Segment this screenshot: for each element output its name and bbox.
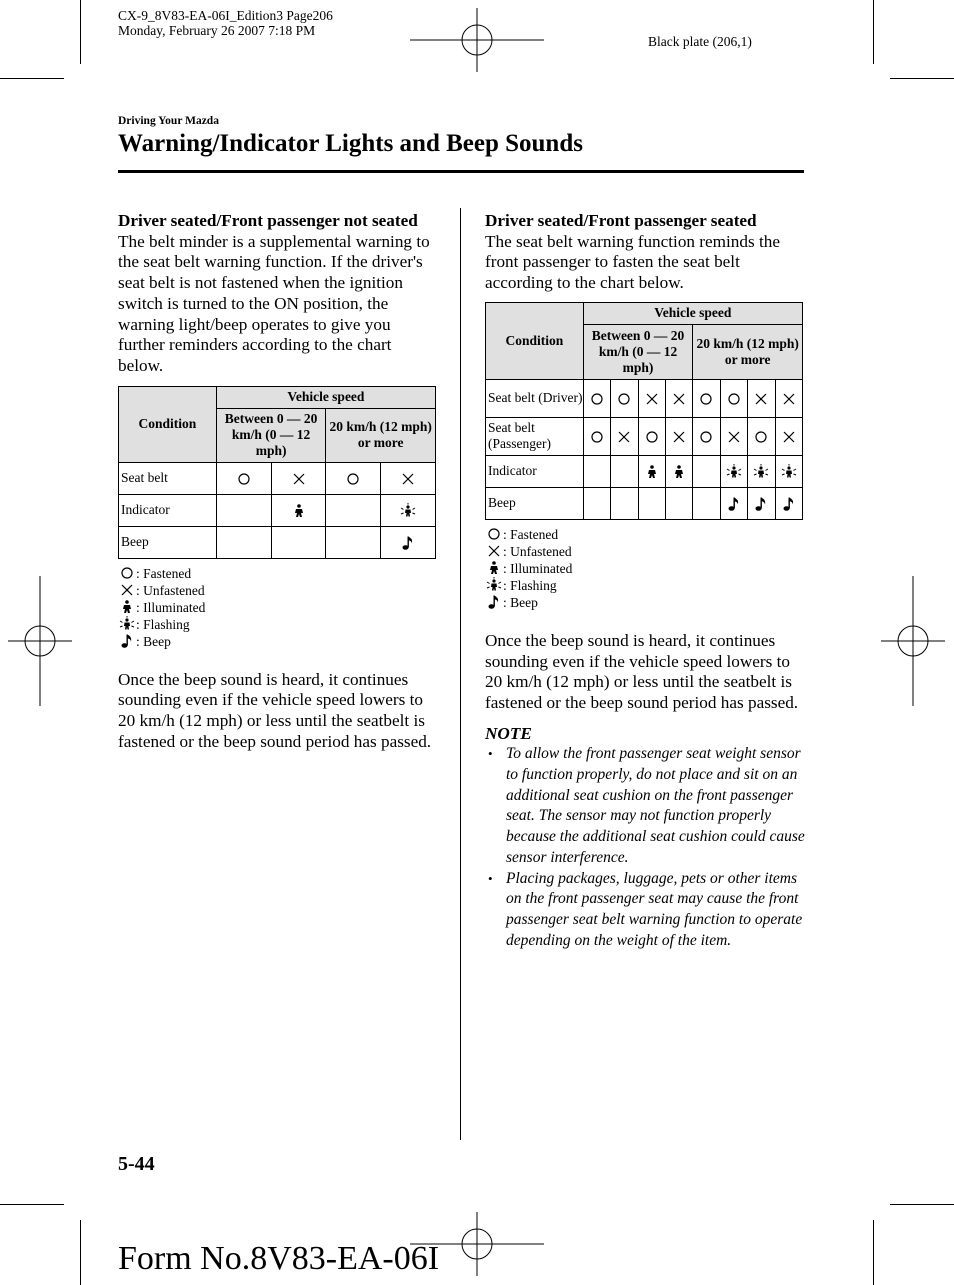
row-label: Indicator: [119, 494, 217, 526]
legend-item: [118, 582, 438, 599]
unfastened-icon: [617, 430, 631, 444]
right-column: [485, 211, 805, 951]
table-cell: [216, 494, 271, 526]
table-cell: [775, 487, 803, 519]
registration-mark-right: [881, 576, 945, 706]
unfastened-icon: [727, 430, 741, 444]
note-item: [485, 744, 805, 868]
fastened-icon: [754, 430, 768, 444]
illuminated-icon: [118, 599, 136, 615]
legend-item: [485, 577, 805, 594]
legend-text: : Illuminated: [136, 599, 206, 615]
table-cell: [381, 494, 436, 526]
fastened-icon: [727, 392, 741, 406]
table-cell: [720, 455, 747, 487]
legend-text: : Flashing: [136, 616, 190, 632]
table-row: [119, 494, 436, 526]
table-cell: [665, 379, 692, 417]
table-cell: [665, 455, 692, 487]
table-cell: [381, 526, 436, 558]
fastened-icon: [118, 565, 136, 581]
unfastened-icon: [485, 543, 503, 559]
table-cell: [693, 487, 720, 519]
right-table: [485, 302, 803, 520]
table-cell: [638, 455, 665, 487]
legend-text: : Fastened: [136, 565, 192, 581]
condition-header: Condition: [119, 386, 217, 462]
flashing-icon: [726, 464, 742, 480]
beep-icon: [485, 594, 503, 610]
left-column: [118, 211, 438, 752]
flashing-icon: [753, 464, 769, 480]
table-cell: [693, 379, 720, 417]
table-cell: [638, 417, 665, 455]
table-cell: [748, 487, 775, 519]
row-label: Seat belt (Driver): [486, 379, 584, 417]
illuminated-icon: [645, 464, 659, 480]
table-cell: [271, 494, 326, 526]
table-row: [119, 526, 436, 558]
form-number: Form No.8V83-EA-06I: [118, 1240, 440, 1277]
unfastened-icon: [118, 582, 136, 598]
right-legend: [485, 526, 805, 611]
legend-text: : Fastened: [503, 526, 559, 542]
beep-icon: [754, 496, 768, 512]
doc-info: [118, 8, 333, 38]
row-label: Beep: [486, 487, 584, 519]
illuminated-icon: [672, 464, 686, 480]
flashing-icon: [781, 464, 797, 480]
table-row: [486, 487, 803, 519]
legend-item: [485, 543, 805, 560]
fastened-icon: [617, 392, 631, 406]
beep-icon: [118, 633, 136, 649]
legend-item: [485, 526, 805, 543]
title-rule: [118, 170, 804, 173]
table-cell: [611, 487, 638, 519]
table-cell: [748, 379, 775, 417]
table-cell: [326, 526, 381, 558]
row-label: Seat belt: [119, 462, 217, 494]
vehicle-speed-header: Vehicle speed: [583, 302, 802, 324]
beep-icon: [782, 496, 796, 512]
fastened-icon: [699, 430, 713, 444]
legend-item: [118, 633, 438, 650]
table-cell: [665, 487, 692, 519]
table-row: [486, 417, 803, 455]
unfastened-icon: [672, 430, 686, 444]
table-row: [119, 462, 436, 494]
bullet-icon: •: [488, 746, 493, 762]
left-after-text: Once the beep sound is heard, it continues sounding even if the vehicle speed lowers to 20 km/h (12 mph) or less until the seatbelt is fastened or the beep sound period has passed.: [118, 669, 432, 751]
left-intro: The belt minder is a supplemental warning to the seat belt warning function. If the driver's seat belt is not fastened when the ignition switch is turned to the ON position, the warning light/beep operates to give you further reminders according to the chart below.: [118, 231, 430, 375]
table-cell: [611, 379, 638, 417]
table-cell: [693, 417, 720, 455]
table-cell: [583, 455, 610, 487]
table-cell: [271, 462, 326, 494]
registration-mark-top: [410, 8, 544, 72]
doc-info-line2: Monday, February 26 2007 7:18 PM: [118, 23, 316, 38]
condition-header: Condition: [486, 302, 584, 379]
table-cell: [216, 462, 271, 494]
table-cell: [775, 417, 803, 455]
illuminated-icon: [485, 560, 503, 576]
table-cell: [271, 526, 326, 558]
page-title: Warning/Indicator Lights and Beep Sounds: [118, 130, 583, 157]
section-label: Driving Your Mazda: [118, 115, 219, 127]
table-cell: [583, 379, 610, 417]
speed-high-header: 20 km/h (12 mph) or more: [326, 408, 436, 462]
flashing-icon: [400, 503, 416, 519]
row-label: Seat belt (Passenger): [486, 417, 584, 455]
table-cell: [638, 379, 665, 417]
unfastened-icon: [672, 392, 686, 406]
legend-item: [118, 616, 438, 633]
table-cell: [693, 455, 720, 487]
table-cell: [611, 417, 638, 455]
left-legend: [118, 565, 438, 650]
flashing-icon: [118, 616, 136, 632]
left-heading: Driver seated/Front passenger not seated: [118, 211, 418, 230]
legend-text: : Beep: [503, 594, 538, 610]
table-cell: [665, 417, 692, 455]
table-cell: [775, 455, 803, 487]
note-heading: NOTE: [485, 723, 532, 743]
table-cell: [720, 379, 747, 417]
fastened-icon: [590, 430, 604, 444]
legend-item: [118, 599, 438, 616]
right-after-text: Once the beep sound is heard, it continues sounding even if the vehicle speed lowers to 20 km/h (12 mph) or less until the seatbelt is fastened or the beep sound period has passed.: [485, 630, 799, 712]
fastened-icon: [590, 392, 604, 406]
legend-text: : Unfastened: [503, 543, 572, 559]
unfastened-icon: [292, 472, 306, 486]
table-row: [486, 455, 803, 487]
beep-icon: [401, 535, 415, 551]
note-list: [485, 744, 805, 951]
legend-text: : Flashing: [503, 577, 557, 593]
registration-mark-left: [8, 576, 72, 706]
row-label: Indicator: [486, 455, 584, 487]
note-item: [485, 869, 805, 952]
unfastened-icon: [754, 392, 768, 406]
table-cell: [583, 487, 610, 519]
illuminated-icon: [292, 503, 306, 519]
speed-low-header: Between 0 — 20 km/h (0 — 12 mph): [216, 408, 326, 462]
fastened-icon: [645, 430, 659, 444]
right-heading: Driver seated/Front passenger seated: [485, 211, 757, 230]
table-row: [486, 379, 803, 417]
table-cell: [775, 379, 803, 417]
table-cell: [720, 487, 747, 519]
legend-item: [118, 565, 438, 582]
unfastened-icon: [782, 392, 796, 406]
fastened-icon: [237, 472, 251, 486]
note-block: [485, 724, 805, 952]
speed-low-header: Between 0 — 20 km/h (0 — 12 mph): [583, 324, 693, 379]
beep-icon: [727, 496, 741, 512]
legend-text: : Unfastened: [136, 582, 205, 598]
table-cell: [326, 494, 381, 526]
legend-item: [485, 560, 805, 577]
speed-high-header: 20 km/h (12 mph) or more: [693, 324, 803, 379]
table-cell: [381, 462, 436, 494]
note-text: To allow the front passenger seat weight sensor to function properly, do not place and sit on an additional seat cushion on the front passenger seat. The sensor may not function properly because the additional seat cushion could cause sensor interference.: [506, 745, 805, 866]
page-number: 5-44: [118, 1153, 155, 1175]
row-label: Beep: [119, 526, 217, 558]
fastened-icon: [699, 392, 713, 406]
legend-item: [485, 594, 805, 611]
vehicle-speed-header: Vehicle speed: [216, 386, 435, 408]
right-intro: The seat belt warning function reminds the front passenger to fasten the seat belt according to the chart below.: [485, 231, 780, 293]
fastened-icon: [346, 472, 360, 486]
legend-text: : Beep: [136, 633, 171, 649]
column-divider: [460, 208, 461, 1140]
doc-info-line1: CX-9_8V83-EA-06I_Edition3 Page206: [118, 8, 333, 23]
plate-label: Black plate (206,1): [648, 34, 752, 49]
table-cell: [326, 462, 381, 494]
left-table: [118, 386, 436, 559]
unfastened-icon: [645, 392, 659, 406]
table-cell: [720, 417, 747, 455]
note-text: Placing packages, luggage, pets or other items on the front passenger seat may cause the front passenger seat belt warning function to operate depending on the weight of the item.: [506, 869, 803, 949]
table-cell: [216, 526, 271, 558]
bullet-icon: •: [488, 870, 493, 886]
flashing-icon: [485, 577, 503, 593]
unfastened-icon: [401, 472, 415, 486]
table-cell: [638, 487, 665, 519]
unfastened-icon: [782, 430, 796, 444]
fastened-icon: [485, 526, 503, 542]
table-cell: [748, 417, 775, 455]
table-cell: [611, 455, 638, 487]
table-cell: [583, 417, 610, 455]
table-cell: [748, 455, 775, 487]
legend-text: : Illuminated: [503, 560, 573, 576]
